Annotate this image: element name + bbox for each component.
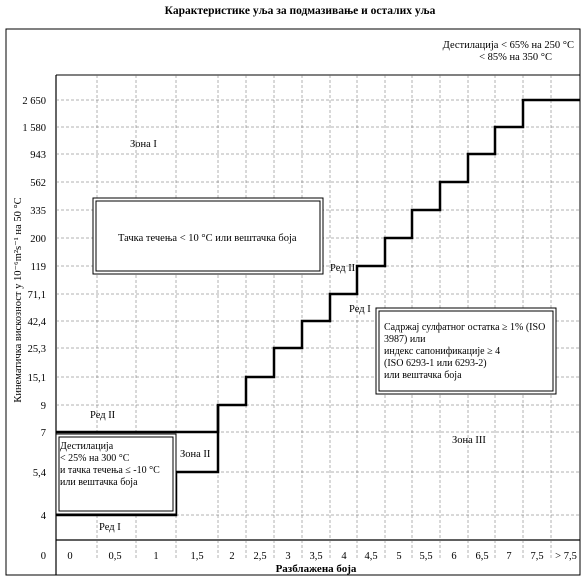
y-tick-200: 200 — [30, 234, 46, 245]
x-tick-1-5: 1,5 — [190, 551, 204, 562]
x-tick-6-5: 6,5 — [475, 551, 489, 562]
x-tick-3-5: 3,5 — [309, 551, 323, 562]
y-tick-5-4: 5,4 — [32, 468, 46, 479]
y-tick-42-4: 42,4 — [27, 317, 46, 328]
x-tick-4: 4 — [341, 551, 347, 562]
y-tick-943: 943 — [30, 150, 46, 161]
x-tick-4-5: 4,5 — [364, 551, 378, 562]
x-tick-5: 5 — [396, 551, 402, 562]
pour-point-text: Тачка течења < 10 °C или вештачка боја — [118, 233, 297, 244]
x-tick-labels — [67, 551, 576, 562]
zone-3-label: Зона III — [452, 435, 486, 446]
top-note-line-2: < 85% на 350 °C — [479, 52, 552, 63]
y-tick-15-1: 15,1 — [27, 373, 46, 384]
zone-1-label: Зона I — [130, 139, 157, 150]
x-axis-title: Разблажена боја — [275, 563, 357, 575]
distillation-line-3: и тачка течења ≤ -10 °C — [60, 465, 160, 476]
x-tick-0-5: 0,5 — [108, 551, 122, 562]
y-tick-119: 119 — [30, 262, 46, 273]
y-tick-4: 4 — [40, 511, 46, 522]
diagram-title: Карактеристике уља за подмазивање и осталих уља — [164, 5, 436, 17]
x-tick-0: 0 — [67, 551, 73, 562]
y-axis-title: Кинематичка вискозност у 10⁻⁶m²s⁻¹ на 50 °C — [13, 197, 24, 403]
x-tick-6: 6 — [451, 551, 457, 562]
x-tick-1: 1 — [153, 551, 159, 562]
row-1-right-label: Ред I — [349, 304, 371, 315]
sulfate-line-3: индекс сапонификације ≥ 4 — [384, 346, 501, 357]
x-tick-3: 3 — [285, 551, 291, 562]
row-2-left-label: Ред II — [90, 410, 116, 421]
zone-2-label: Зона II — [180, 449, 211, 460]
y-tick-71-1: 71,1 — [27, 290, 46, 301]
y-tick-9: 9 — [40, 401, 46, 412]
x-tick-gt-7-5: > 7,5 — [555, 551, 577, 562]
distillation-line-2: < 25% на 300 °C — [60, 453, 130, 464]
sulfate-line-1: Садржај сулфатног остатка ≥ 1% (ISO — [384, 322, 546, 333]
x-tick-7: 7 — [506, 551, 512, 562]
x-tick-7-5: 7,5 — [530, 551, 544, 562]
row-1-bottom-label: Ред I — [99, 522, 121, 533]
y-tick-2650: 2 650 — [22, 96, 46, 107]
y-tick-562: 562 — [30, 178, 46, 189]
y-tick-0: 0 — [40, 551, 46, 562]
row2-upper-boundary — [56, 405, 218, 432]
y-tick-7: 7 — [40, 428, 46, 439]
sulfate-line-5: или вештачка боја — [384, 370, 462, 381]
x-tick-2: 2 — [229, 551, 235, 562]
x-tick-2-5: 2,5 — [253, 551, 267, 562]
sulfate-line-2: 3987) или — [384, 334, 426, 345]
distillation-line-4: или вештачка боја — [60, 477, 138, 488]
top-note-line-1: Дестилација < 65% на 250 °C — [442, 40, 574, 51]
y-tick-labels — [22, 96, 46, 562]
y-tick-25-3: 25,3 — [27, 344, 46, 355]
distillation-line-1: Дестилација — [60, 441, 114, 452]
sulfate-box — [376, 308, 556, 394]
distillation-box — [56, 434, 176, 514]
x-tick-5-5: 5,5 — [419, 551, 433, 562]
y-tick-1580: 1 580 — [22, 123, 46, 134]
row-2-upper-label: Ред II — [330, 263, 356, 274]
y-tick-335: 335 — [30, 206, 46, 217]
sulfate-line-4: (ISO 6293-1 или 6293-2) — [384, 358, 487, 369]
pour-point-box — [93, 198, 323, 274]
